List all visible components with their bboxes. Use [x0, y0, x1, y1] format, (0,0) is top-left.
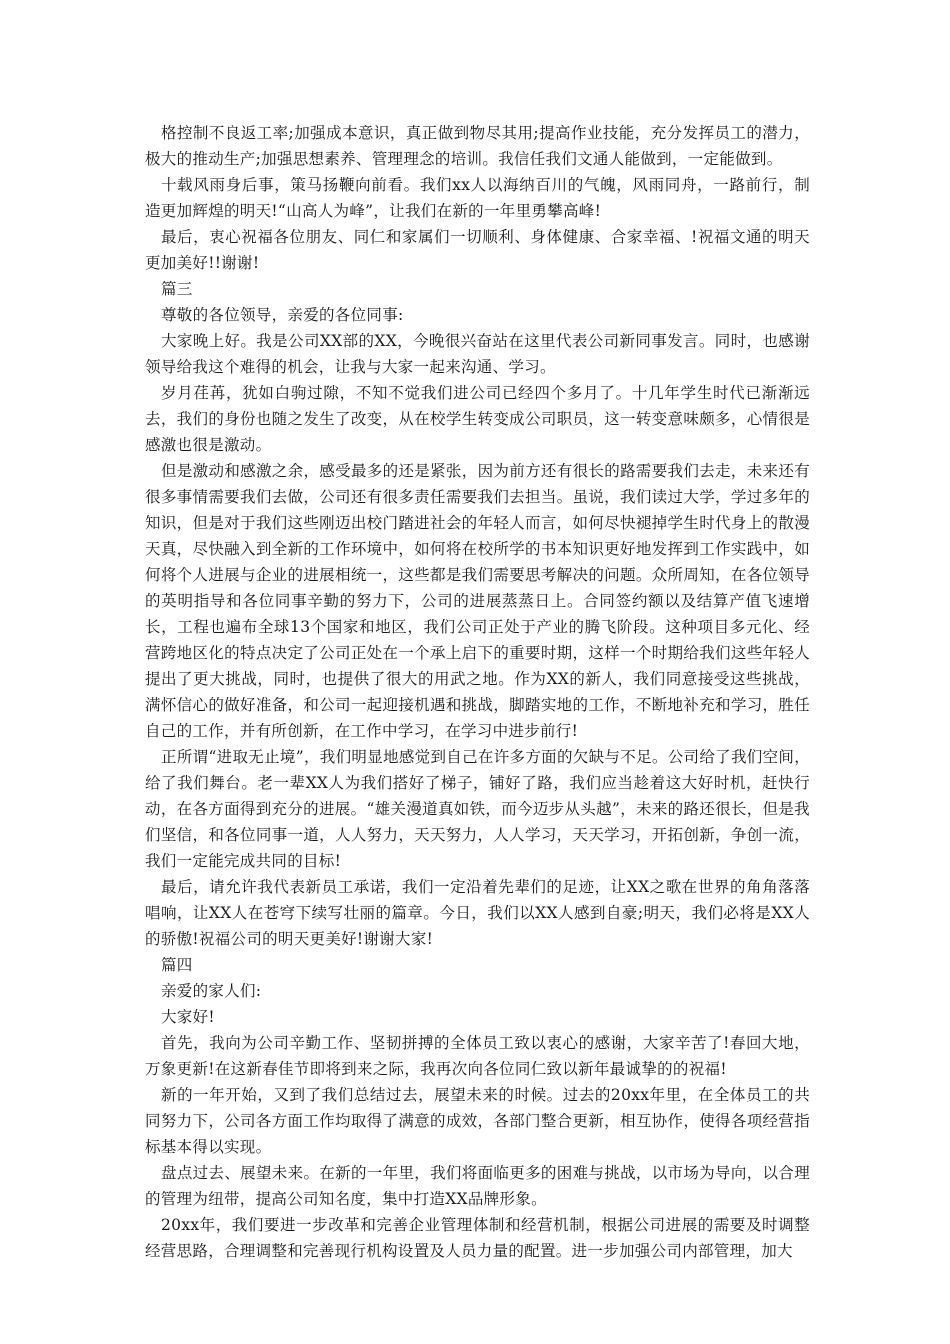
paragraph-cost-control: 格控制不良返工率;加强成本意识，真正做到物尽其用;提高作业技能，充分发挥员工的潜力，极大的推动生产;加强思想素养、管理理念的培训。我信任我们文通人能做到，一定能做到。: [145, 124, 810, 168]
salutation-family: 亲爱的家人们:: [161, 982, 262, 1000]
paragraph-challenges: 但是激动和感激之余，感受最多的还是紧张，因为前方还有很长的路需要我们去走，未来还有很多事情需要我们去做，公司还有很多责任需要我们去担当。虽说，我们读过大学，学过多年的知识，但是对于我们这些刚迈出校门踏进社会的年轻人而言，如何尽快褪掉学生时代身上的散漫天真，尽快融入到全新的工作环境中，如何将在校所学的书本知识更好地发挥到工作实践中，如何将个人进展与企业的进展相统一，这些都是我们需要思考解决的问题。众所周知，在各位领导的英明指导和各位同事辛勤的努力下，公司的进展蒸蒸日上。合同签约额以及结算产值飞速增长，工程也遍布全球13个国家和地区，我们公司正处于产业的腾飞阶段。这种项目多元化、经营跨地区化的特点决定了公司正处在一个承上启下的重要时期，这样一个时期给我们这些年轻人提出了更大挑战，同时，也提供了很大的用武之地。作为XX的新人，我们同意接受这些挑战，满怀信心的做好准备，和公司一起迎接机遇和挑战，脚踏实地的工作，不断地补充和学习，胜任自己的工作，并有所创新，在工作中学习，在学习中进步前行!: [145, 462, 810, 740]
paragraph-new-year-review: 新的一年开始，又到了我们总结过去，展望未来的时候。过去的20xx年里，在全体员工的共同努力下，公司各方面工作均取得了满意的成效，各部门整合更新，相互协作，使得各项经营指标基本得以实现。: [145, 1086, 810, 1156]
paragraph-thanks-staff: 首先，我向为公司辛勤工作、坚韧拼搏的全体员工致以衷心的感谢，大家辛苦了!春回大地，万象更新!在这新春佳节即将到来之际，我再次向各位同仁致以新年最诚挚的的祝福!: [145, 1034, 810, 1078]
paragraph-outlook: 盘点过去、展望未来。在新的一年里，我们将面临更多的困难与挑战，以市场为导向，以合理的管理为纽带，提高公司知名度，集中打造XX品牌形象。: [145, 1164, 810, 1208]
paragraph-reform: 20xx年，我们要进一步改革和完善企业管理体制和经营机制，根据公司进展的需要及时调整经营思路，合理调整和完善现行机构设置及人员力量的配置。进一步加强公司内部管理，加大: [145, 1216, 810, 1260]
paragraph-ten-years: 十载风雨身后事，策马扬鞭向前看。我们xx人以海纳百川的气魄，风雨同舟，一路前行，制造更加辉煌的明天!“山高人为峰”，让我们在新的一年里勇攀高峰!: [145, 176, 810, 220]
salutation-leaders: 尊敬的各位领导，亲爱的各位同事:: [161, 306, 404, 324]
paragraph-time-flies: 岁月荏苒，犹如白驹过隙，不知不觉我们进公司已经四个多月了。十几年学生时代已渐渐远去，我们的身份也随之发生了改变，从在校学生转变成公司职员，这一转变意味颇多，心情很是感激也很是激动。: [145, 384, 810, 454]
paragraph-promise: 最后，请允许我代表新员工承诺，我们一定沿着先辈们的足迹，让XX之歌在世界的角角落落唱响，让XX人在苍穹下续写壮丽的篇章。今日，我们以XX人感到自豪;明天，我们必将是XX人的骄傲!祝福公司的明天更美好!谢谢大家!: [145, 878, 810, 948]
paragraph-final-blessing: 最后，衷心祝福各位朋友、同仁和家属们一切顺利、身体健康、合家幸福、!祝福文通的明天更加美好!!谢谢!: [145, 228, 810, 272]
paragraph-endless-progress: 正所谓“进取无止境”，我们明显地感觉到自己在许多方面的欠缺与不足。公司给了我们空间，给了我们舞台。老一辈XX人为我们搭好了梯子，铺好了路，我们应当趁着这大好时机，赶快行动，在各方面得到充分的进展。“雄关漫道真如铁，而今迈步从头越”，未来的路还很长，但是我们坚信，和各位同事一道，人人努力，天天努力，人人学习，天天学习，开拓创新，争创一流，我们一定能完成共同的目标!: [145, 748, 810, 870]
document-body: [145, 120, 810, 1264]
section-heading-pian-san: 篇三: [161, 280, 193, 298]
section-heading-pian-si: 篇四: [161, 956, 193, 974]
paragraph-hello: 大家好!: [161, 1008, 215, 1026]
paragraph-greeting-evening: 大家晚上好。我是公司XX部的XX，今晚很兴奋站在这里代表公司新同事发言。同时，也感谢领导给我这个难得的机会，让我与大家一起来沟通、学习。: [145, 332, 810, 376]
